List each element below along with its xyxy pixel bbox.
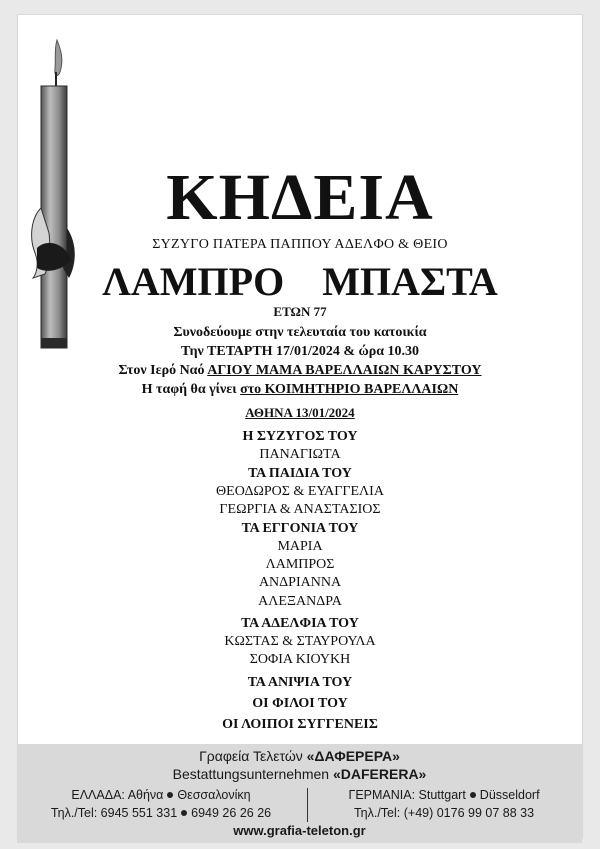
divider xyxy=(307,788,308,822)
greece-city2: Θεσσαλονίκη xyxy=(177,788,251,802)
greece-phone2: 6949 26 26 26 xyxy=(191,806,272,820)
bullet-icon xyxy=(167,792,173,798)
greece-phone1: Τηλ./Tel: 6945 551 331 xyxy=(50,806,178,820)
church-prefix: Στον Ιερό Ναό xyxy=(118,363,208,378)
greece-label: ΕΛΛΑΔΑ: Αθήνα xyxy=(71,788,164,802)
germany-label: ΓΕΡΜΑΝΙΑ: Stuttgart xyxy=(348,788,466,802)
funeral-office-footer xyxy=(17,744,582,843)
company-prefix: Bestattungsunternehmen xyxy=(172,766,333,782)
list-item: ΘΕΟΔΩΡΟΣ & ΕΥΑΓΓΕΛΙΑ xyxy=(216,484,384,499)
church-name: ΑΓΙΟΥ ΜΑΜΑ ΒΑΡΕΛΛΑΙΩΝ ΚΑΡΥΣΤΟΥ xyxy=(207,363,482,378)
burial-prefix: Η ταφή θα γίνει xyxy=(141,382,241,397)
office-prefix: Γραφεία Τελετών xyxy=(199,748,307,764)
greece-contact xyxy=(27,786,295,822)
germany-phone: Τηλ./Tel: (+49) 0176 99 07 88 33 xyxy=(353,806,535,820)
burial-line xyxy=(0,381,600,399)
first-name: ΛΑΜΠΡΟ xyxy=(102,259,285,304)
office-line xyxy=(17,747,582,765)
list-item: ΣΟΦΙΑ ΚΙΟΥΚΗ xyxy=(249,652,351,667)
escort-line: Συνοδεύουμε στην τελευταία του κατοικία xyxy=(173,325,427,340)
list-item: ΚΩΣΤΑΣ & ΣΤΑΥΡΟΥΛΑ xyxy=(224,634,376,649)
friends-heading: ΟΙ ΦΙΛΟΙ ΤΟΥ xyxy=(252,696,348,711)
place-date: ΑΘΗΝΑ 13/01/2024 xyxy=(245,405,355,420)
deceased-name xyxy=(0,258,600,306)
date-line: Την ΤΕΤΑΡΤΗ 17/01/2024 & ώρα 10.30 xyxy=(180,344,420,359)
office-name: «ΔΑΦΕΡΕΡΑ» xyxy=(306,748,400,764)
list-item: ΑΛΕΞΑΝΔΡΑ xyxy=(258,594,342,609)
company-name: «DAFERERA» xyxy=(332,766,427,782)
wife-heading: Η ΣΥΖΥΓΟΣ ΤΟΥ xyxy=(242,429,358,444)
age-line: ΕΤΩΝ 77 xyxy=(273,304,327,319)
bullet-icon xyxy=(470,792,476,798)
last-name: ΜΠΑΣΤΑ xyxy=(322,259,498,304)
nephews-heading: ΤΑ ΑΝΙΨΙΑ ΤΟΥ xyxy=(247,675,353,690)
burial-place: στο ΚΟΙΜΗΤΗΡΙΟ ΒΑΡΕΛΛΑΙΩΝ xyxy=(240,382,459,397)
relation-line: ΣΥΖΥΓΟ ΠΑΤΕΡΑ ΠΑΠΠΟΥ ΑΔΕΛΦΟ & ΘΕΙΟ xyxy=(152,237,448,252)
website-link[interactable]: www.grafia-teleton.gr xyxy=(233,823,366,838)
company-line xyxy=(17,765,582,783)
grandchildren-heading: ΤΑ ΕΓΓΟΝΙΑ ΤΟΥ xyxy=(241,521,359,536)
church-line xyxy=(0,362,600,380)
list-item: ΜΑΡΙΑ xyxy=(277,539,323,554)
relatives-heading: ΟΙ ΛΟΙΠΟΙ ΣΥΓΓΕΝΕΙΣ xyxy=(222,717,378,732)
list-item: ΓΕΩΡΓΙΑ & ΑΝΑΣΤΑΣΙΟΣ xyxy=(219,502,381,517)
bullet-icon xyxy=(181,810,187,816)
list-item: ΛΑΜΠΡΟΣ xyxy=(265,557,335,572)
list-item: ΑΝΔΡΙΑΝΝΑ xyxy=(258,575,342,590)
germany-city2: Düsseldorf xyxy=(479,788,540,802)
germany-contact xyxy=(313,786,575,822)
children-heading: ΤΑ ΠΑΙΔΙΑ ΤΟΥ xyxy=(248,466,352,481)
wife-name: ΠΑΝΑΓΙΩΤΑ xyxy=(259,447,341,462)
siblings-heading: ΤΑ ΑΔΕΛΦΙΑ ΤΟΥ xyxy=(241,616,359,631)
page-title: ΚΗΔΕΙΑ xyxy=(166,161,434,234)
